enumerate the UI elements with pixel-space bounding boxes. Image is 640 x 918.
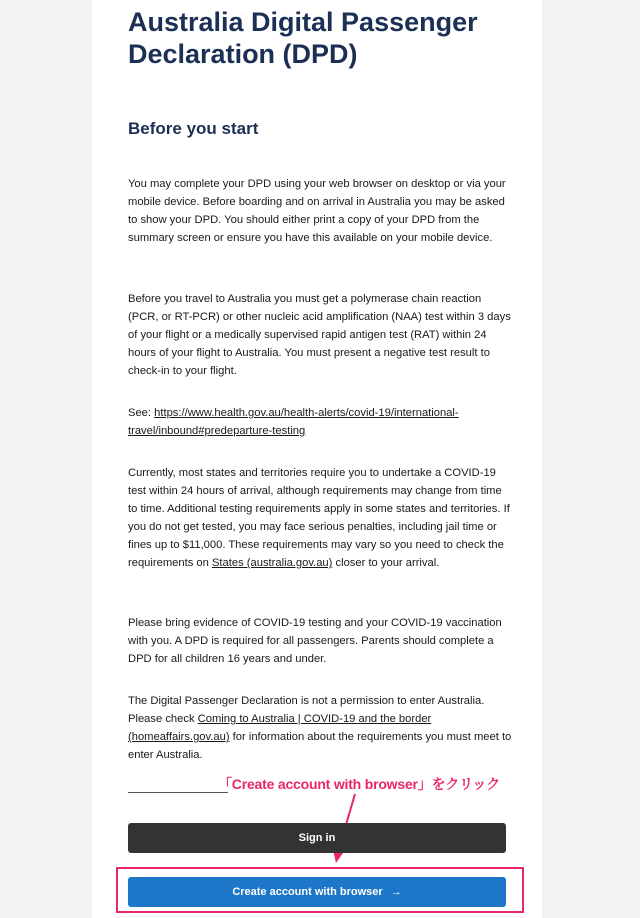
paragraph-intro: You may complete your DPD using your web browser on desktop or via your mobile device. Before boarding and on arrival in Australia you may be asked to show your DPD. You should either print a copy of your DPD from the summary screen or ensure you have this available on your mobile device. [128,178,506,244]
see-label: See: [128,407,155,419]
page-title: Australia Digital Passenger Declaration (DPD) [128,7,478,69]
create-account-button[interactable] [128,877,506,907]
states-link[interactable]: States (australia.gov.au) [211,557,333,569]
paragraph-permission [128,692,512,764]
permission-suffix: for information about the requirements you must meet to enter Australia. [128,731,512,761]
arrow-right-icon: → [390,886,402,898]
section-heading: Before you start [128,119,259,138]
paragraph-evidence: Please bring evidence of COVID-19 testing and your COVID-19 vaccination with you. A DPD is required for all passengers. Parents should complete a DPD for all children 16 years and under. [128,617,502,665]
annotation-label: 「Create account with browser」をクリック [218,776,501,792]
paragraph-testing: Before you travel to Australia you must get a polymerase chain reaction (PCR, or RT-PCR) or other nucleic acid amplification (NAA) test within 3 days of your flight or a medically supervised rapid antigen test (RAT) within 24 hours of your flight to Australia. You must present a negative test result to check-in to your flight. [128,293,511,377]
arrival-suffix: closer to your arrival. [332,557,440,569]
paragraph-see-link [128,404,512,440]
permission-text: The Digital Passenger Declaration is not a permission to enter Australia. Please check [128,695,485,725]
arrival-text: Currently, most states and territories require you to undertake a COVID-19 test within 24 hours of arrival, although requirements may change from time to time. Additional testing requirements apply in some states and territories. If you do not get tested, you may face serious penalties, including jail time or fines up to $11,000. These requirements may vary so you need to check the requirements on [128,467,510,569]
divider-line [128,792,228,793]
paragraph-arrival-testing [128,464,512,572]
health-gov-link[interactable]: https://www.health.gov.au/health-alerts/covid-19/international-travel/inbound#predeparture-testing [128,407,459,437]
sign-in-button[interactable] [128,823,506,853]
create-account-label: Create account with browser [232,886,383,898]
sign-in-label: Sign in [298,832,336,844]
homeaffairs-link[interactable]: Coming to Australia | COVID-19 and the border (homeaffairs.gov.au) [128,713,432,743]
